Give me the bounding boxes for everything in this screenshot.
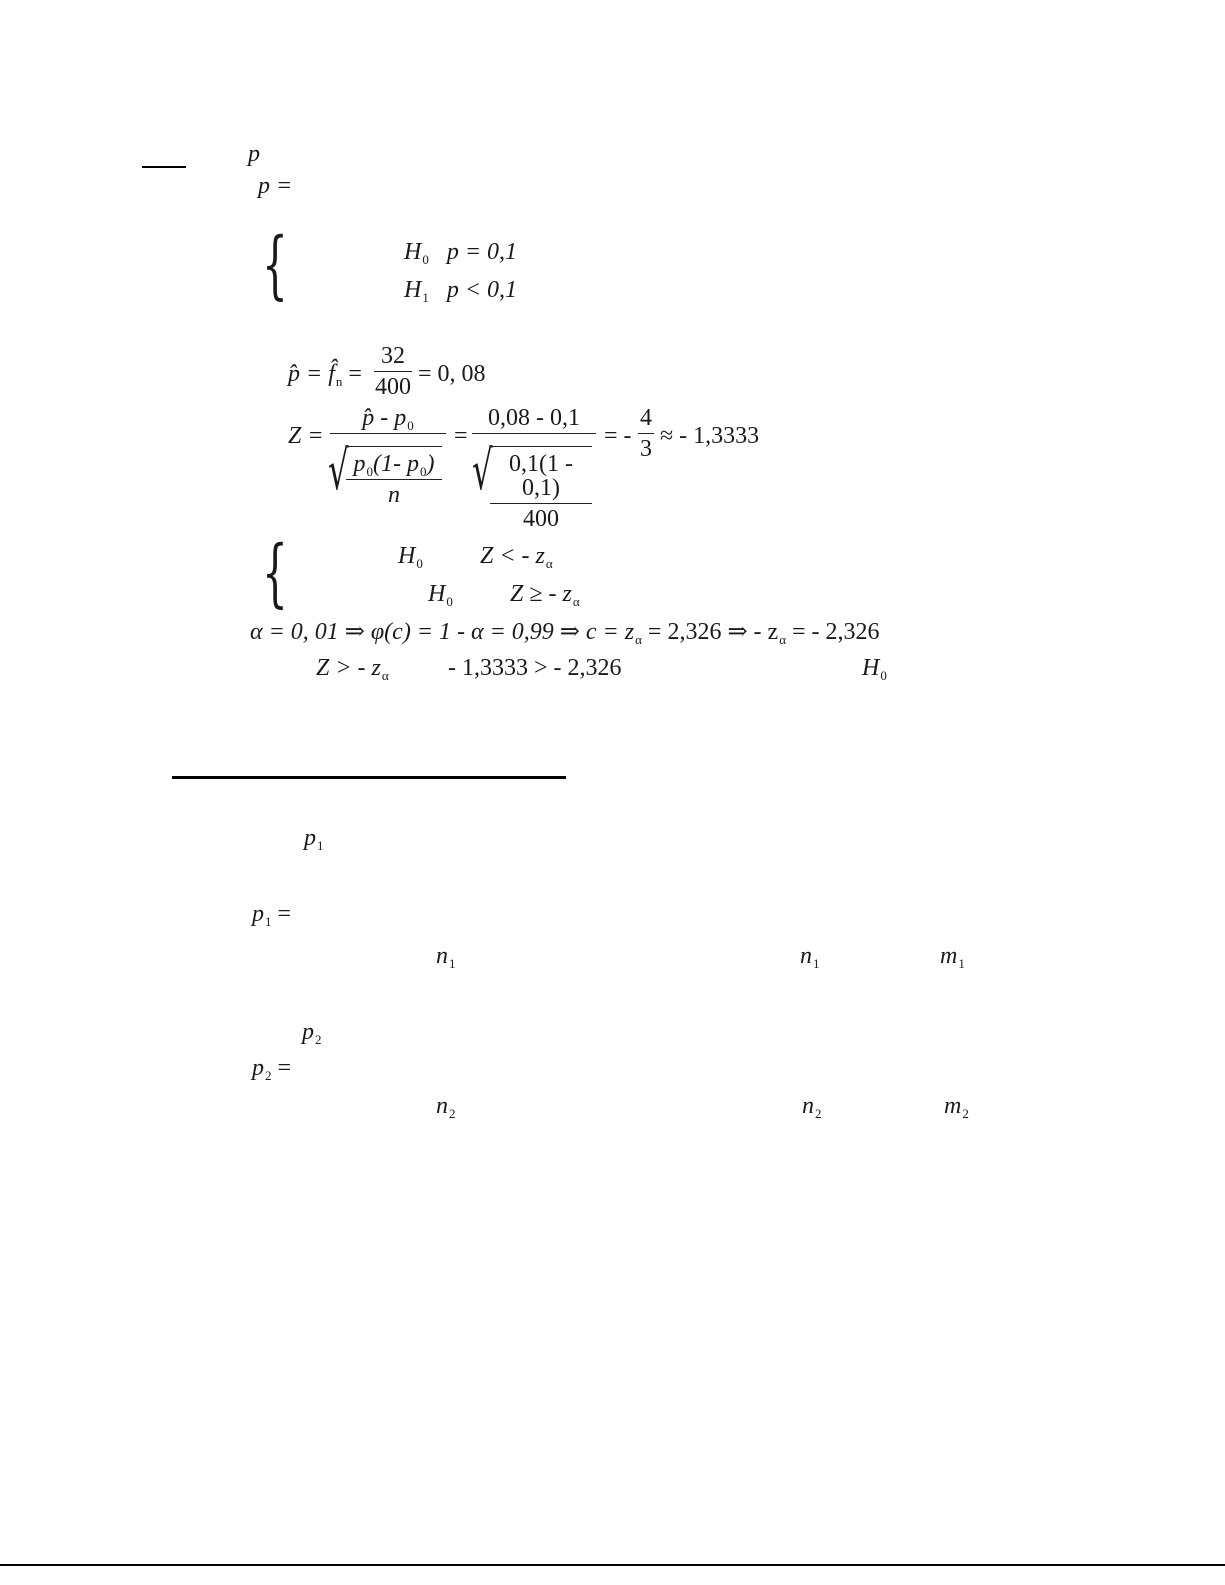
row1-n1b: $n_1$ <box>800 943 820 971</box>
bottom-page-rule <box>0 1564 1225 1566</box>
alpha-line: α = 0, 01 ⇒ φ(c) = 1 - α = 0,99 ⇒ $c = z_\alpha = 2,326$ ⇒ - $z_\alpha$ = - 2,326 <box>250 619 880 647</box>
decision-reject: $H_0$ <box>398 543 423 571</box>
p2-equals: $p_2$ = <box>252 1055 292 1083</box>
decision-accept-cond: Z ≥ - $z_\alpha$ <box>510 581 580 609</box>
row1-m1: $m_1$ <box>940 943 965 971</box>
conclusion-h0: $H_0$ <box>862 655 887 683</box>
estimate-lhs: p̂ = $f̂_n$ = <box>288 361 362 389</box>
row2-n2b: $n_2$ <box>802 1093 822 1121</box>
sqrt-symbol-2: √ <box>472 439 493 502</box>
estimate-result: = 0, 08 <box>418 361 486 387</box>
conclusion-cond: Z > - $z_\alpha$ <box>316 655 389 683</box>
row2-n2: $n_2$ <box>436 1093 456 1121</box>
short-rule <box>142 166 186 168</box>
sqrt-bar-2 <box>490 446 592 447</box>
section-rule <box>172 776 566 779</box>
z-fraction-2: 0,08 - 0,1 <box>472 406 596 497</box>
decision-brace: { <box>262 530 288 616</box>
sqrt-bar-1 <box>346 446 442 447</box>
conclusion-values: - 1,3333 > - 2,326 <box>448 655 622 681</box>
decision-accept: $H_0$ <box>428 581 453 609</box>
decision-reject-cond: Z < - $z_\alpha$ <box>480 543 553 571</box>
row2-m2: $m_2$ <box>944 1093 969 1121</box>
p-equals: p = <box>258 173 293 199</box>
z-eq-3: = - <box>604 423 632 449</box>
z-fraction-1: p̂ - $p_0$ <box>330 406 446 497</box>
h1-hypothesis: $H_1$ p < 0,1 <box>404 277 518 305</box>
hypotheses-brace: { <box>262 222 288 308</box>
sqrt-content-1: $p_0(1-$ $p_0$) n <box>346 452 442 507</box>
z-fraction-3: 4 3 <box>640 405 652 462</box>
h0-hypothesis: $H_0$ p = 0,1 <box>404 239 518 267</box>
p2-label: $p_2$ <box>302 1019 322 1047</box>
estimate-fraction: 32 400 <box>375 343 411 400</box>
z-eq-2: = <box>454 423 468 449</box>
z-lhs: Z = <box>288 423 324 449</box>
p1-equals: $p_1$ = <box>252 901 292 929</box>
p-symbol: p <box>248 141 260 167</box>
sqrt-content-2: 0,1(1 - 0,1) 400 <box>490 452 592 531</box>
sqrt-symbol-1: √ <box>328 439 349 502</box>
z-approx: ≈ - 1,3333 <box>660 423 760 449</box>
row1-n1: $n_1$ <box>436 943 456 971</box>
p1-label: $p_1$ <box>304 825 324 853</box>
